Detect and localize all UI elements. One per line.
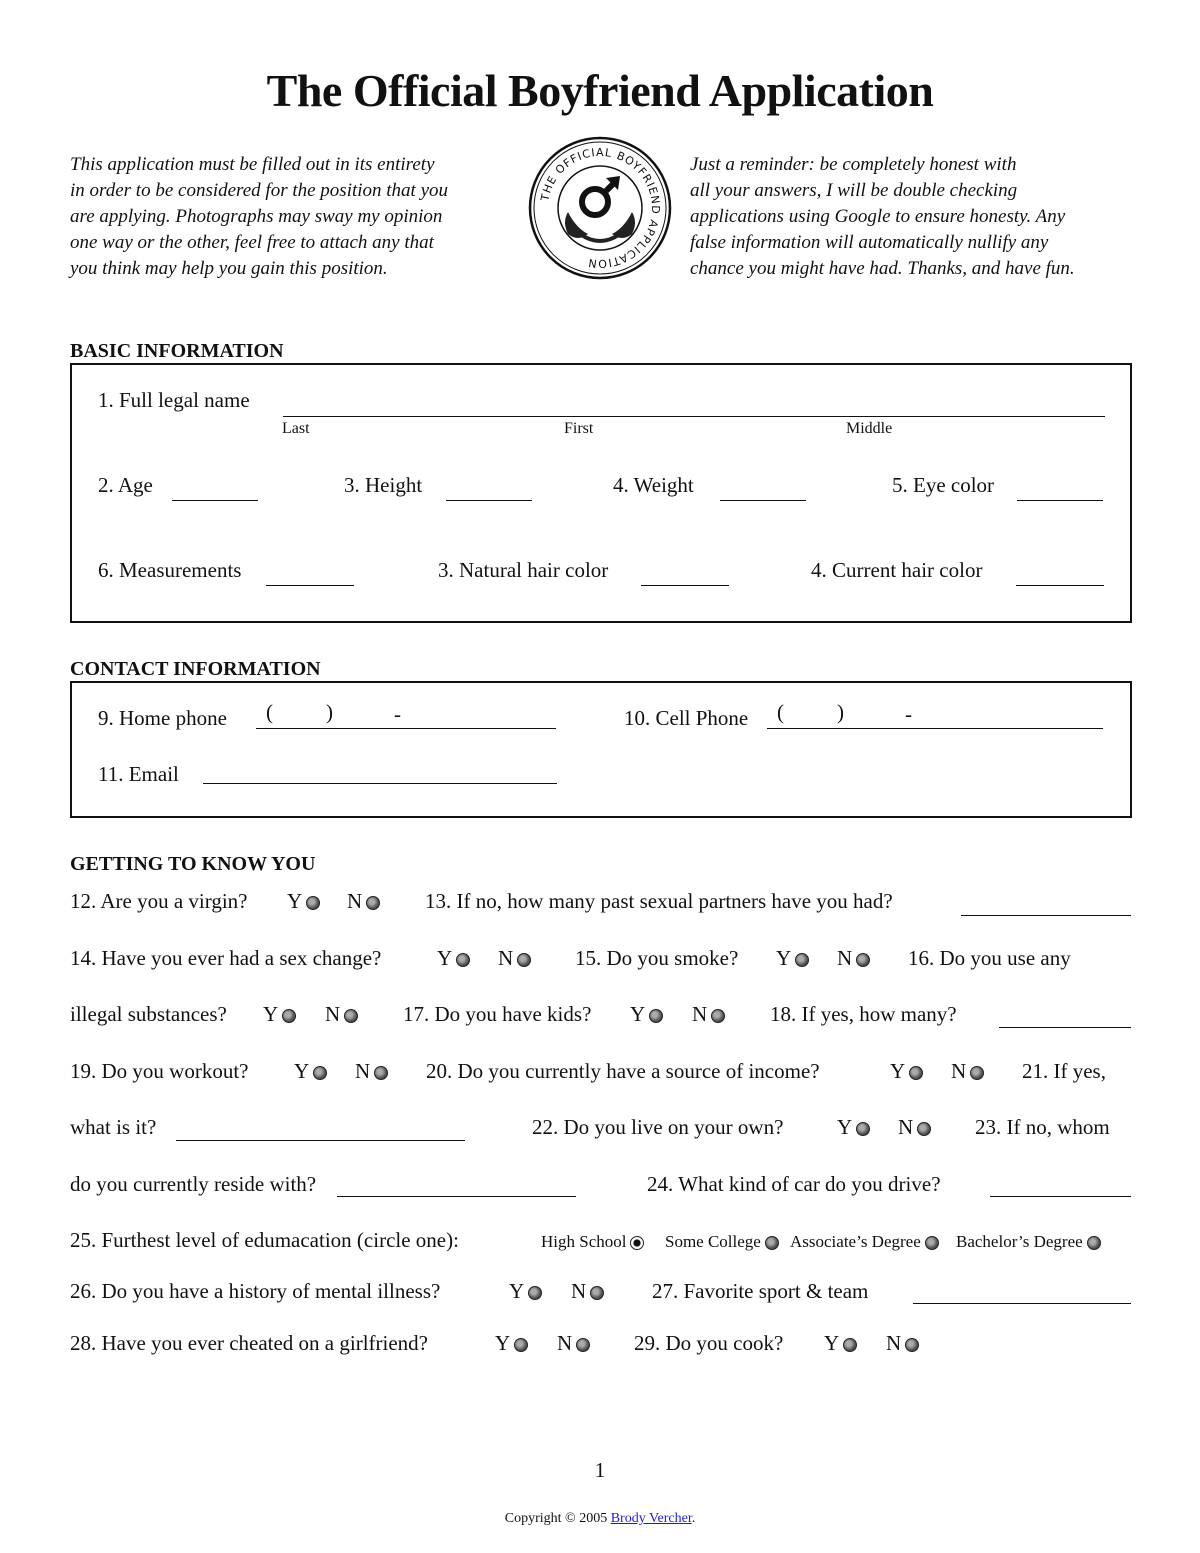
home-phone-dash: - — [394, 702, 401, 726]
intro-left-line: one way or the other, feel free to attach any that — [70, 232, 434, 253]
no-label: N — [692, 1002, 708, 1026]
yes-label: Y — [776, 946, 792, 970]
q22-label: 22. Do you live on your own? — [532, 1115, 784, 1139]
radio-button[interactable] — [344, 1009, 358, 1023]
radio-button[interactable] — [711, 1009, 725, 1023]
radio-button[interactable] — [313, 1066, 327, 1080]
edu-option-label: Associate’s Degree — [790, 1232, 921, 1251]
contact-info-box — [70, 681, 1132, 818]
q25-label: 25. Furthest level of edumacation (circle one): — [70, 1228, 459, 1252]
no-label: N — [886, 1331, 902, 1355]
intro-right-line: Just a reminder: be completely honest with — [690, 154, 1017, 175]
radio-button[interactable] — [970, 1066, 984, 1080]
yes-label: Y — [263, 1002, 279, 1026]
age-input[interactable] — [172, 499, 258, 501]
q28-yes[interactable] — [495, 1331, 528, 1356]
cell-phone-paren-close: ) — [837, 700, 844, 724]
q21-label: 21. If yes, — [1022, 1059, 1106, 1083]
intro-right-line: false information will automatically nullify any — [690, 232, 1049, 253]
radio-button[interactable] — [925, 1236, 939, 1250]
eye-color-label: 5. Eye color — [892, 473, 995, 497]
page-title: The Official Boyfriend Application — [266, 65, 934, 116]
intro-right-line: chance you might have had. Thanks, and have fun. — [690, 258, 1075, 279]
official-seal-logo — [528, 136, 672, 280]
natural-hair-input[interactable] — [641, 584, 729, 586]
q26-yes[interactable] — [509, 1279, 542, 1304]
no-label: N — [325, 1002, 341, 1026]
full-name-label: 1. Full legal name — [98, 388, 250, 412]
radio-button[interactable] — [649, 1009, 663, 1023]
radio-button[interactable] — [366, 896, 380, 910]
section-heading-gtky: GETTING TO KNOW YOU — [70, 853, 316, 875]
radio-button[interactable] — [843, 1338, 857, 1352]
current-hair-label: 4. Current hair color — [811, 558, 983, 582]
radio-button[interactable] — [1087, 1236, 1101, 1250]
q12-no[interactable] — [347, 889, 380, 914]
q13-label: 13. If no, how many past sexual partners have you had? — [425, 889, 893, 913]
radio-button[interactable] — [909, 1066, 923, 1080]
section-heading-basic: BASIC INFORMATION — [70, 340, 284, 362]
cell-phone-dash: - — [905, 702, 912, 726]
section-heading-contact: CONTACT INFORMATION — [70, 658, 321, 680]
q22-no[interactable] — [898, 1115, 931, 1140]
edu-option-label: Some College — [665, 1232, 761, 1251]
q13-input[interactable] — [961, 914, 1131, 916]
q16-label: 16. Do you use any — [908, 946, 1071, 970]
intro-left-line: in order to be considered for the position that you — [70, 180, 449, 201]
q27-input[interactable] — [913, 1302, 1131, 1304]
q21-input[interactable] — [176, 1139, 465, 1141]
yes-label: Y — [495, 1331, 511, 1355]
intro-left-line: This application must be filled out in its entirety — [70, 154, 435, 175]
q23-input[interactable] — [337, 1195, 576, 1197]
q19-yes[interactable] — [294, 1059, 327, 1084]
intro-left — [70, 152, 510, 282]
male-symbol-icon — [582, 176, 620, 215]
q20-label: 20. Do you currently have a source of income? — [426, 1059, 820, 1083]
q23-label: 23. If no, whom — [975, 1115, 1110, 1139]
q17-yes[interactable] — [630, 1002, 663, 1027]
copyright-text: Copyright © 2005 — [504, 1511, 611, 1526]
radio-button[interactable] — [517, 953, 531, 967]
q15-no[interactable] — [837, 946, 870, 971]
measurements-label: 6. Measurements — [98, 558, 242, 582]
edu-associates[interactable] — [790, 1232, 939, 1252]
radio-button[interactable] — [514, 1338, 528, 1352]
radio-button[interactable] — [528, 1286, 542, 1300]
edu-some-college[interactable] — [665, 1232, 779, 1252]
q24-input[interactable] — [990, 1195, 1131, 1197]
q17-label: 17. Do you have kids? — [403, 1002, 592, 1026]
no-label: N — [571, 1279, 587, 1303]
yes-label: Y — [824, 1331, 840, 1355]
radio-button-selected[interactable] — [630, 1236, 644, 1250]
q29-label: 29. Do you cook? — [634, 1331, 784, 1355]
age-label: 2. Age — [98, 473, 153, 497]
current-hair-input[interactable] — [1016, 584, 1104, 586]
home-phone-paren-close: ) — [326, 700, 333, 724]
q16-label-cont: illegal substances? — [70, 1002, 227, 1026]
q24-label: 24. What kind of car do you drive? — [647, 1172, 941, 1196]
edu-bachelors[interactable] — [956, 1232, 1101, 1252]
q28-label: 28. Have you ever cheated on a girlfriend? — [70, 1331, 429, 1355]
radio-button[interactable] — [374, 1066, 388, 1080]
copyright-period: . — [691, 1511, 696, 1526]
q12-label: 12. Are you a virgin? — [70, 889, 248, 913]
page-number: 1 — [594, 1458, 606, 1482]
email-input[interactable] — [203, 782, 557, 784]
q27-label: 27. Favorite sport & team — [652, 1279, 869, 1303]
radio-button[interactable] — [795, 953, 809, 967]
no-label: N — [355, 1059, 371, 1083]
radio-button[interactable] — [456, 953, 470, 967]
q29-no[interactable] — [886, 1331, 919, 1356]
no-label: N — [557, 1331, 573, 1355]
first-name-sublabel: First — [564, 420, 594, 437]
no-label: N — [347, 889, 363, 913]
q20-yes[interactable] — [890, 1059, 923, 1084]
q19-no[interactable] — [355, 1059, 388, 1084]
q14-yes[interactable] — [437, 946, 470, 971]
q29-yes[interactable] — [824, 1331, 857, 1356]
email-label: 11. Email — [98, 762, 179, 786]
yes-label: Y — [837, 1115, 853, 1139]
yes-label: Y — [890, 1059, 906, 1083]
radio-button[interactable] — [576, 1338, 590, 1352]
yes-label: Y — [287, 889, 303, 913]
q23-label-cont: do you currently reside with? — [70, 1172, 317, 1196]
cell-phone-paren-open: ( — [777, 700, 784, 724]
q26-label: 26. Do you have a history of mental illness? — [70, 1279, 441, 1303]
intro-right-line: all your answers, I will be double checking — [690, 180, 1018, 201]
radio-button[interactable] — [765, 1236, 779, 1250]
measurements-input[interactable] — [266, 584, 354, 586]
full-name-input[interactable] — [283, 415, 1105, 417]
home-phone-label: 9. Home phone — [98, 706, 227, 730]
q18-label: 18. If yes, how many? — [770, 1002, 957, 1026]
home-phone-input[interactable] — [256, 727, 556, 729]
weight-input[interactable] — [720, 499, 806, 501]
radio-button[interactable] — [856, 1122, 870, 1136]
eye-color-input[interactable] — [1017, 499, 1103, 501]
no-label: N — [837, 946, 853, 970]
intro-left-line: you think may help you gain this position. — [70, 258, 388, 279]
height-input[interactable] — [446, 499, 532, 501]
radio-button[interactable] — [917, 1122, 931, 1136]
intro-right — [690, 152, 1140, 282]
q26-no[interactable] — [571, 1279, 604, 1304]
q12-yes[interactable] — [287, 889, 320, 914]
cell-phone-label: 10. Cell Phone — [624, 706, 749, 730]
radio-button[interactable] — [282, 1009, 296, 1023]
yes-label: Y — [437, 946, 453, 970]
q16-no[interactable] — [325, 1002, 358, 1027]
intro-right-line: applications using Google to ensure honesty. Any — [690, 206, 1066, 227]
height-label: 3. Height — [344, 473, 423, 497]
yes-label: Y — [294, 1059, 310, 1083]
radio-button[interactable] — [590, 1286, 604, 1300]
yes-label: Y — [509, 1279, 525, 1303]
q14-no[interactable] — [498, 946, 531, 971]
q15-label: 15. Do you smoke? — [575, 946, 739, 970]
radio-button[interactable] — [905, 1338, 919, 1352]
yes-label: Y — [630, 1002, 646, 1026]
edu-high-school[interactable] — [541, 1232, 644, 1252]
radio-button[interactable] — [306, 896, 320, 910]
weight-label: 4. Weight — [613, 473, 694, 497]
edu-option-label: Bachelor’s Degree — [956, 1232, 1083, 1251]
q22-yes[interactable] — [837, 1115, 870, 1140]
q20-no[interactable] — [951, 1059, 984, 1084]
intro-left-line: are applying. Photographs may sway my opinion — [70, 206, 443, 227]
q18-input[interactable] — [999, 1026, 1131, 1028]
no-label: N — [898, 1115, 914, 1139]
q19-label: 19. Do you workout? — [70, 1059, 249, 1083]
q14-label: 14. Have you ever had a sex change? — [70, 946, 382, 970]
q28-no[interactable] — [557, 1331, 590, 1356]
no-label: N — [951, 1059, 967, 1083]
radio-button[interactable] — [856, 953, 870, 967]
q16-yes[interactable] — [263, 1002, 296, 1027]
seal-ring-text: THE OFFICIAL BOYFRIEND APPLICATION — [538, 145, 663, 271]
copyright — [0, 1511, 1200, 1527]
home-phone-paren-open: ( — [266, 700, 273, 724]
edu-option-label: High School — [541, 1232, 627, 1251]
q21-label-cont: what is it? — [70, 1115, 157, 1139]
last-name-sublabel: Last — [282, 420, 310, 437]
q15-yes[interactable] — [776, 946, 809, 971]
no-label: N — [498, 946, 514, 970]
middle-name-sublabel: Middle — [846, 420, 893, 437]
cell-phone-input[interactable] — [767, 727, 1103, 729]
q17-no[interactable] — [692, 1002, 725, 1027]
natural-hair-label: 3. Natural hair color — [438, 558, 609, 582]
author-link[interactable]: Brody Vercher — [610, 1511, 692, 1526]
